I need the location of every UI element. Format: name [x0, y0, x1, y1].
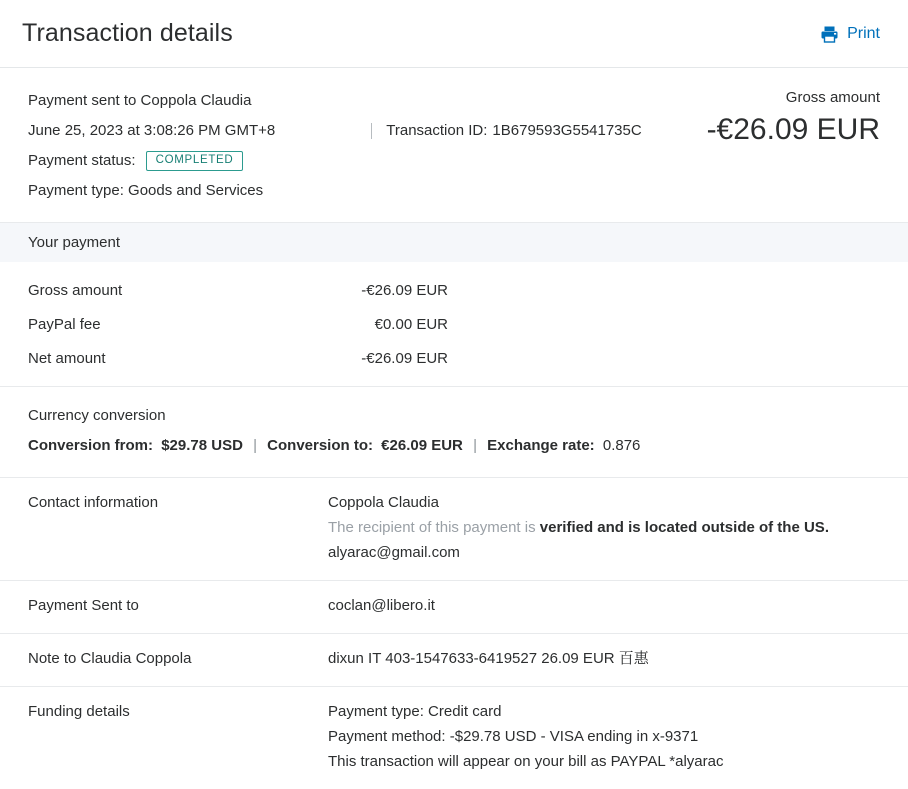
transaction-id-value: 1B679593G5541735C	[492, 122, 642, 139]
page-title: Transaction details	[22, 19, 233, 47]
verification-strong: verified and is located outside of the US	[539, 519, 825, 536]
verification-suffix: .	[824, 519, 829, 536]
funding-bill-statement: This transaction will appear on your bill as PAYPAL *alyarac	[328, 753, 724, 770]
payment-sent-to-row	[0, 581, 908, 634]
conversion-to-label: Conversion to:	[267, 437, 373, 454]
contact-information-value	[328, 492, 829, 564]
note-value: dixun IT 403-1547633-6419527 26.09 EUR 百惠	[328, 650, 649, 667]
payment-type-row: Payment type: Goods and Services	[28, 182, 264, 199]
recipient-verification-note	[328, 517, 829, 539]
verification-prefix: The recipient of this payment is	[328, 519, 540, 536]
print-label: Print	[847, 24, 880, 42]
exchange-rate-value: 0.876	[602, 437, 641, 454]
transaction-date: June 25, 2023 at 3:08:26 PM GMT+8	[28, 122, 276, 139]
conversion-to-value: €26.09 EUR	[381, 437, 463, 454]
funding-payment-type: Payment type: Credit card	[328, 703, 502, 720]
gross-amount-row-label: Gross amount	[28, 282, 123, 299]
net-amount-row-value: -€26.09 EUR	[361, 350, 448, 367]
paypal-fee-row-value: €0.00 EUR	[374, 316, 448, 333]
net-amount-row-label: Net amount	[28, 350, 106, 367]
gross-amount-row-value: -€26.09 EUR	[361, 282, 448, 299]
divider: |	[473, 437, 477, 454]
exchange-rate-label: Exchange rate:	[487, 437, 595, 454]
divider: |	[253, 437, 257, 454]
print-button[interactable]	[820, 25, 880, 43]
note-label: Note to Claudia Coppola	[28, 650, 192, 667]
printer-icon	[820, 25, 839, 43]
payment-sent-to-value: coclan@libero.it	[328, 597, 435, 614]
conversion-from-value: $29.78 USD	[161, 437, 243, 454]
transaction-id-label: Transaction ID:	[386, 122, 488, 139]
currency-conversion-title: Currency conversion	[28, 407, 166, 424]
note-row	[0, 634, 908, 687]
table-row	[28, 274, 880, 308]
contact-information-label: Contact information	[28, 494, 159, 511]
transaction-summary	[0, 68, 908, 223]
paypal-fee-row-label: PayPal fee	[28, 316, 101, 333]
table-row	[28, 308, 880, 342]
funding-details-row	[0, 687, 908, 789]
contact-information-row	[0, 478, 908, 581]
payment-status-label: Payment status:	[28, 152, 136, 169]
funding-payment-method: Payment method: -$29.78 USD - VISA ending in x-9371	[328, 728, 699, 745]
currency-conversion-details	[28, 431, 880, 461]
your-payment-section-title: Your payment	[0, 223, 908, 262]
gross-amount-label: Gross amount	[785, 89, 880, 106]
payment-sent-to-heading: Payment sent to Coppola Claudia	[28, 92, 252, 109]
payment-sent-to-label: Payment Sent to	[28, 597, 139, 614]
page-header	[0, 0, 908, 68]
contact-name: Coppola Claudia	[328, 494, 439, 511]
gross-amount-value: -€26.09 EUR	[706, 113, 880, 146]
conversion-from-label: Conversion from:	[28, 437, 154, 454]
your-payment-amounts	[0, 262, 908, 387]
funding-details-value	[328, 701, 723, 773]
currency-conversion-section	[0, 387, 908, 478]
table-row	[28, 342, 880, 376]
payment-status-row	[28, 146, 880, 176]
status-badge: COMPLETED	[146, 151, 244, 171]
divider	[371, 123, 372, 139]
funding-details-label: Funding details	[28, 703, 130, 720]
gross-amount-block	[707, 86, 880, 150]
contact-email: alyarac@gmail.com	[328, 544, 460, 561]
